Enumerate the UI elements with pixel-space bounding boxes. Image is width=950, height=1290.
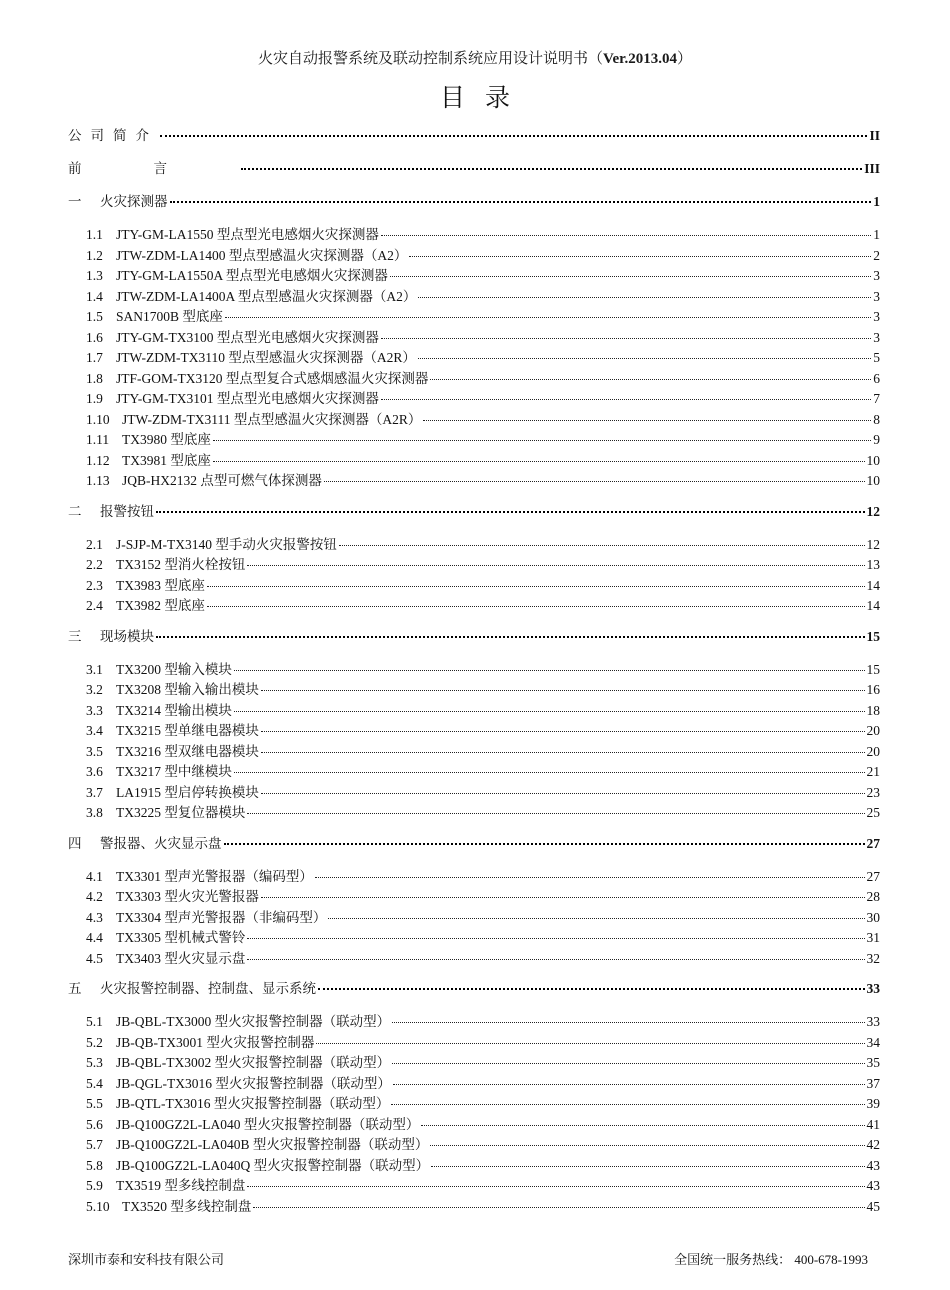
toc-entry-label: TX3980 型底座: [122, 432, 211, 447]
toc-entry-label: 警报器、火灾显示盘: [100, 835, 222, 851]
toc-leader-dots: [324, 480, 865, 482]
toc-leader-dots: [247, 1185, 864, 1187]
toc-section-entry[interactable]: [68, 305, 880, 326]
toc-entry-number: 2.3: [86, 577, 103, 593]
toc-entry-page: 43: [866, 1178, 880, 1193]
toc-section-entry[interactable]: [68, 658, 880, 679]
toc-entry-number: 4.1: [86, 868, 103, 884]
toc-entry-number: 1.7: [86, 350, 103, 365]
toc-entry-page: 27: [866, 835, 880, 851]
toc-entry-page: 2: [873, 247, 880, 263]
toc-entry-number: 3.5: [86, 743, 103, 759]
toc-entry-page: 3: [873, 288, 880, 304]
toc-entry-label: TX3225 型复位器模块: [116, 805, 246, 820]
toc-entry-page: 12: [866, 536, 880, 552]
toc-entry-page: 30: [866, 909, 880, 925]
toc-leader-dots: [225, 316, 871, 318]
document-header-title: [0, 47, 950, 68]
toc-entry-number: 1.3: [86, 268, 103, 283]
toc-section-entry[interactable]: [68, 699, 880, 720]
toc-entry-number: 1.10: [86, 411, 110, 427]
toc-section-entry[interactable]: [68, 865, 880, 886]
toc-entry-label: JB-QTL-TX3016 型火灾报警控制器（联动型）: [116, 1096, 390, 1111]
toc-entry-page: 20: [866, 723, 880, 738]
toc-leader-dots: [247, 564, 864, 566]
toc-entry-number: 1.5: [86, 309, 103, 324]
toc-leader-dots: [213, 460, 865, 462]
toc-entry-label: JTW-ZDM-TX3111 型点型感温火灾探测器（A2R）: [122, 411, 422, 427]
toc-leader-dots: [391, 1103, 864, 1105]
toc-entry-page: 7: [873, 391, 880, 406]
toc-entry-number: 1.8: [86, 370, 103, 386]
toc-entry-number: 3.1: [86, 661, 103, 677]
toc-entry-label: JTW-ZDM-TX3110 型点型感温火灾探测器（A2R）: [116, 350, 416, 365]
toc-section-entry[interactable]: [68, 906, 880, 927]
toc-section-entry[interactable]: [68, 926, 880, 947]
toc-entry-number: 2.2: [86, 557, 103, 572]
toc-entry-label: JTY-GM-LA1550A 型点型光电感烟火灾探测器: [116, 268, 388, 283]
toc-entry-label: TX3214 型输出模块: [116, 702, 232, 718]
toc-entry-label: TX3305 型机械式警铃: [116, 930, 246, 945]
toc-section-entry[interactable]: [68, 801, 880, 822]
toc-leader-dots: [160, 134, 867, 137]
toc-leader-dots: [234, 669, 865, 671]
toc-leader-dots: [156, 635, 865, 638]
toc-entry-page: 14: [866, 577, 880, 593]
toc-entry-label: TX3215 型单继电器模块: [116, 723, 259, 738]
toc-leader-dots: [261, 689, 865, 691]
toc-entry-number: 5.7: [86, 1137, 103, 1152]
toc-entry-page: 3: [873, 329, 880, 345]
toc-leader-dots: [381, 234, 871, 236]
footer-hotline: 全国统一服务热线： 400-678-1993: [674, 1252, 868, 1267]
toc-entry-page: 14: [866, 598, 880, 613]
toc-chapter-entry[interactable]: [68, 157, 880, 180]
toc-entry-label: TX3304 型声光警报器（非编码型）: [116, 909, 327, 925]
toc-entry-page: 34: [866, 1034, 880, 1050]
toc-entry-number: 1.2: [86, 247, 103, 263]
toc-section-entry[interactable]: [68, 1133, 880, 1154]
toc-leader-dots: [409, 255, 871, 257]
toc-entry-label: JTW-ZDM-LA1400 型点型感温火灾探测器（A2）: [116, 247, 408, 263]
toc-leader-dots: [431, 1165, 864, 1167]
toc-entry-number: 4.3: [86, 909, 103, 925]
toc-entry-page: 12: [866, 503, 880, 519]
toc-section-entry[interactable]: [68, 1072, 880, 1093]
toc-leader-dots: [241, 167, 862, 170]
toc-section-entry[interactable]: [68, 1092, 880, 1113]
toc-entry-label: JTW-ZDM-LA1400A 型点型感温火灾探测器（A2）: [116, 288, 417, 304]
toc-entry-number: 1.12: [86, 452, 110, 468]
toc-entry-label: TX3200 型输入模块: [116, 661, 232, 677]
toc-section-entry[interactable]: [68, 367, 880, 388]
toc-entry-number: 4.2: [86, 889, 103, 904]
toc-leader-dots: [381, 337, 871, 339]
toc-entry-page: 1: [873, 227, 880, 242]
toc-entry-label: JB-Q100GZ2L-LA040Q 型火灾报警控制器（联动型）: [116, 1157, 430, 1173]
toc-entry-label: JB-QGL-TX3016 型火灾报警控制器（联动型）: [116, 1075, 391, 1091]
toc-entry-number: 4.4: [86, 930, 103, 945]
toc-entry-number: 5.9: [86, 1178, 103, 1193]
toc-section-entry[interactable]: [68, 781, 880, 802]
header-title-suffix: ）: [676, 51, 692, 67]
toc-entry-page: 3: [873, 268, 880, 283]
toc-section-entry[interactable]: [68, 285, 880, 306]
toc-leader-dots: [261, 792, 865, 794]
toc-leader-dots: [170, 200, 872, 203]
toc-entry-number: 3.8: [86, 805, 103, 820]
toc-entry-label: TX3216 型双继电器模块: [116, 743, 259, 759]
footer-company: 深圳市泰和安科技有限公司: [68, 1252, 225, 1267]
toc-entry-number: 5.8: [86, 1157, 103, 1173]
toc-leader-dots: [421, 1124, 864, 1126]
toc-section-entry[interactable]: [68, 885, 880, 906]
header-title-version: Ver.2013.04: [603, 51, 677, 67]
toc-section-entry[interactable]: [68, 1195, 880, 1216]
toc-entry-number: 1.6: [86, 329, 103, 345]
toc-entry-label: JB-QBL-TX3000 型火灾报警控制器（联动型）: [116, 1014, 391, 1029]
toc-chapter-entry[interactable]: [68, 190, 880, 213]
toc-entry-number: 5.1: [86, 1014, 103, 1029]
toc-section-entry[interactable]: [68, 223, 880, 244]
toc-entry-page: 1: [873, 194, 880, 209]
toc-section-entry[interactable]: [68, 533, 880, 554]
toc-entry-number: 三: [68, 628, 82, 644]
toc-section-entry[interactable]: [68, 1113, 880, 1134]
toc-leader-dots: [247, 812, 864, 814]
toc-leader-dots: [381, 398, 871, 400]
toc-entry-label: TX3983 型底座: [116, 577, 205, 593]
toc-entry-label: TX3303 型火灾光警报器: [116, 889, 259, 904]
toc-leader-dots: [247, 937, 864, 939]
toc-leader-dots: [430, 378, 871, 380]
toc-entry-page: 42: [866, 1137, 880, 1152]
toc-section-entry[interactable]: [68, 553, 880, 574]
toc-entry-label: TX3519 型多线控制盘: [116, 1178, 246, 1193]
toc-entry-label: 公司简介: [68, 128, 158, 143]
toc-section-entry[interactable]: [68, 408, 880, 429]
toc-entry-label: 火灾报警控制器、控制盘、显示系统: [100, 981, 316, 996]
toc-leader-dots: [418, 357, 871, 359]
toc-leader-dots: [234, 771, 865, 773]
toc-entry-label: TX3981 型底座: [122, 452, 211, 468]
toc-entry-number: 5.10: [86, 1198, 110, 1214]
toc-section-entry[interactable]: [68, 594, 880, 615]
toc-leader-dots: [213, 439, 871, 441]
toc-section-entry[interactable]: [68, 1031, 880, 1052]
toc-entry-page: 32: [866, 950, 880, 966]
toc-entry-label: J-SJP-M-TX3140 型手动火灾报警按钮: [116, 536, 337, 552]
toc-entry-label: 前言: [68, 161, 239, 176]
toc-entry-number: 1.9: [86, 391, 103, 406]
toc-entry-label: LA1915 型启停转换模块: [116, 784, 259, 800]
toc-entry-label: JB-QBL-TX3002 型火灾报警控制器（联动型）: [116, 1055, 391, 1070]
toc-entry-label: JTF-GOM-TX3120 型点型复合式感烟感温火灾探测器: [116, 370, 429, 386]
toc-entry-number: 1.1: [86, 227, 103, 242]
header-title-prefix: 火灾自动报警系统及联动控制系统应用设计说明书（: [258, 51, 604, 67]
toc-entry-number: 5.4: [86, 1075, 103, 1091]
toc-section-entry[interactable]: [68, 387, 880, 408]
toc-entry-number: 5.2: [86, 1034, 103, 1050]
toc-leader-dots: [261, 751, 865, 753]
toc-section-entry[interactable]: [68, 740, 880, 761]
toc-chapter-entry[interactable]: [68, 832, 880, 855]
toc-entry-number: 二: [68, 503, 82, 519]
toc-entry-page: 15: [866, 628, 880, 644]
toc-leader-dots: [224, 842, 865, 845]
toc-entry-label: JTY-GM-TX3101 型点型光电感烟火灾探测器: [116, 391, 379, 406]
toc-leader-dots: [253, 1206, 864, 1208]
toc-section-entry[interactable]: [68, 469, 880, 490]
toc-leader-dots: [207, 605, 865, 607]
toc-entry-label: TX3403 型火灾显示盘: [116, 950, 246, 966]
toc-entry-page: III: [864, 161, 880, 176]
toc-chapter-entry[interactable]: [68, 124, 880, 147]
toc-entry-page: 37: [866, 1075, 880, 1091]
toc-section-entry[interactable]: [68, 326, 880, 347]
toc-leader-dots: [418, 296, 871, 298]
toc-entry-number: 5.3: [86, 1055, 103, 1070]
toc-entry-label: 现场模块: [100, 628, 154, 644]
toc-entry-page: 43: [866, 1157, 880, 1173]
toc-entry-number: 3.3: [86, 702, 103, 718]
toc-entry-page: 23: [866, 784, 880, 800]
toc-entry-label: JTY-GM-TX3100 型点型光电感烟火灾探测器: [116, 329, 379, 345]
toc-leader-dots: [392, 1062, 864, 1064]
toc-entry-number: 3.2: [86, 682, 103, 697]
toc-entry-number: 1.11: [86, 432, 110, 447]
toc-leader-dots: [247, 958, 864, 960]
toc-section-entry[interactable]: [68, 244, 880, 265]
toc-entry-page: 5: [873, 350, 880, 365]
toc-entry-label: TX3217 型中继模块: [116, 764, 232, 779]
toc-entry-label: TX3208 型输入输出模块: [116, 682, 259, 697]
toc-leader-dots: [339, 544, 865, 546]
toc-entry-label: 火灾探测器: [100, 194, 168, 209]
toc-entry-number: 5.5: [86, 1096, 103, 1111]
toc-entry-page: 33: [866, 981, 880, 996]
toc-entry-number: 1.13: [86, 473, 110, 488]
toc-entry-label: JB-QB-TX3001 型火灾报警控制器: [116, 1034, 315, 1050]
toc-entry-page: 20: [866, 743, 880, 759]
toc-entry-page: 41: [866, 1116, 880, 1132]
toc-entry-label: TX3520 型多线控制盘: [122, 1198, 252, 1214]
toc-leader-dots: [318, 987, 865, 990]
toc-entry-page: II: [869, 128, 880, 143]
toc-entry-label: TX3152 型消火栓按钮: [116, 557, 246, 572]
table-of-contents: [68, 124, 880, 1215]
toc-section-entry[interactable]: [68, 264, 880, 285]
toc-entry-number: 5.6: [86, 1116, 103, 1132]
toc-section-entry[interactable]: [68, 1154, 880, 1175]
toc-entry-page: 21: [866, 764, 880, 779]
toc-entry-page: 16: [866, 682, 880, 697]
toc-entry-label: JTY-GM-LA1550 型点型光电感烟火灾探测器: [116, 227, 379, 242]
toc-entry-number: 1.4: [86, 288, 103, 304]
toc-section-entry[interactable]: [68, 1051, 880, 1072]
toc-leader-dots: [234, 710, 865, 712]
toc-entry-page: 3: [873, 309, 880, 324]
toc-entry-page: 25: [866, 805, 880, 820]
toc-entry-page: 31: [866, 930, 880, 945]
toc-section-entry[interactable]: [68, 449, 880, 470]
toc-entry-label: SAN1700B 型底座: [116, 309, 223, 324]
toc-section-entry[interactable]: [68, 678, 880, 699]
toc-entry-number: 一: [68, 194, 82, 209]
toc-leader-dots: [430, 1144, 864, 1146]
toc-section-entry[interactable]: [68, 574, 880, 595]
toc-leader-dots: [328, 917, 864, 919]
toc-heading: 目录: [439, 85, 530, 112]
toc-leader-dots: [392, 1021, 864, 1023]
toc-entry-page: 28: [866, 889, 880, 904]
toc-section-entry[interactable]: [68, 947, 880, 968]
toc-leader-dots: [261, 896, 865, 898]
toc-chapter-entry[interactable]: [68, 977, 880, 1000]
toc-chapter-entry[interactable]: [68, 500, 880, 523]
toc-leader-dots: [156, 510, 865, 513]
toc-entry-page: 45: [866, 1198, 880, 1214]
toc-entry-label: JQB-HX2132 点型可燃气体探测器: [122, 473, 322, 488]
toc-entry-page: 15: [866, 661, 880, 677]
toc-section-entry[interactable]: [68, 346, 880, 367]
toc-leader-dots: [393, 1083, 865, 1085]
toc-section-entry[interactable]: [68, 1010, 880, 1031]
toc-section-entry[interactable]: [68, 719, 880, 740]
toc-section-entry[interactable]: [68, 1174, 880, 1195]
toc-entry-label: TX3982 型底座: [116, 598, 205, 613]
toc-leader-dots: [261, 730, 865, 732]
toc-entry-label: 报警按钮: [100, 503, 154, 519]
toc-entry-label: JB-Q100GZ2L-LA040 型火灾报警控制器（联动型）: [116, 1116, 420, 1132]
toc-section-entry[interactable]: [68, 760, 880, 781]
toc-leader-dots: [390, 275, 871, 277]
toc-entry-page: 10: [866, 452, 880, 468]
toc-entry-page: 9: [873, 432, 880, 447]
toc-entry-page: 6: [873, 370, 880, 386]
toc-section-entry[interactable]: [68, 428, 880, 449]
toc-entry-label: TX3301 型声光警报器（编码型）: [116, 868, 313, 884]
toc-leader-dots: [207, 585, 865, 587]
toc-entry-number: 3.7: [86, 784, 103, 800]
toc-entry-page: 27: [866, 868, 880, 884]
toc-entry-number: 2.4: [86, 598, 103, 613]
toc-entry-number: 四: [68, 835, 82, 851]
toc-entry-number: 3.4: [86, 723, 103, 738]
toc-chapter-entry[interactable]: [68, 625, 880, 648]
toc-leader-dots: [315, 876, 865, 878]
toc-leader-dots: [423, 419, 871, 421]
toc-entry-number: 2.1: [86, 536, 103, 552]
toc-entry-number: 五: [68, 981, 82, 996]
toc-entry-page: 18: [866, 702, 880, 718]
toc-entry-number: 4.5: [86, 950, 103, 966]
toc-entry-label: JB-Q100GZ2L-LA040B 型火灾报警控制器（联动型）: [116, 1137, 429, 1152]
toc-entry-page: 10: [866, 473, 880, 488]
toc-leader-dots: [316, 1042, 864, 1044]
toc-entry-page: 8: [873, 411, 880, 427]
toc-entry-number: 3.6: [86, 764, 103, 779]
toc-entry-page: 33: [866, 1014, 880, 1029]
toc-entry-page: 13: [866, 557, 880, 572]
toc-entry-page: 39: [866, 1096, 880, 1111]
toc-entry-page: 35: [866, 1055, 880, 1070]
